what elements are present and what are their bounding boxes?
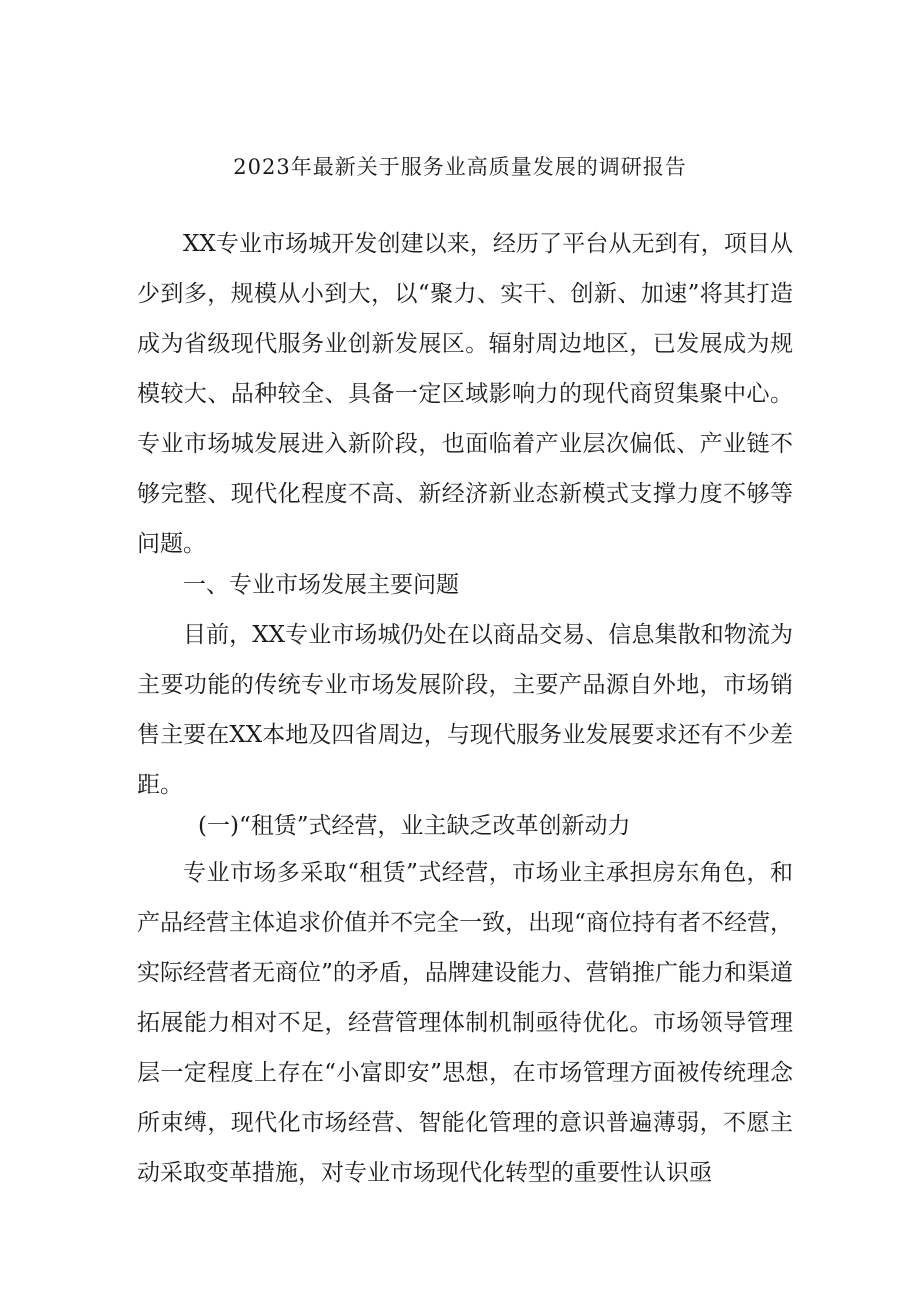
section-heading-1: 一、专业市场发展主要问题	[183, 572, 459, 598]
paragraph-leasing-model: 专业市场多采取“租赁”式经营，市场业主承担房东角色，和产品经营主体追求价值并不完全一致，出现“商位持有者不经营，实际经营者无商位”的矛盾，品牌建设能力、营销推广能力和渠道拓展能力相对不足，经营管理体制机制亟待优化。市场领导管理层一定程度上存在“小富即安”思想，在市场管理方面被传统理念所束缚，现代化市场经营、智能化管理的意识普遍薄弱，不愿主动采取变革措施，对专业市场现代化转型的重要性认识亟	[137, 860, 793, 1186]
document-title: 2023年最新关于服务业高质量发展的调研报告	[233, 155, 687, 179]
paragraph-intro: XX专业市场城开发创建以来，经历了平台从无到有，项目从少到多，规模从小到大，以“聚力、实干、创新、加速”将其打造成为省级现代服务业创新发展区。辐射周边地区，已发展成为规模较大、品种较全、具备一定区域影响力的现代商贸集聚中心。专业市场城发展进入新阶段，也面临着产业层次偏低、产业链不够完整、现代化程度不高、新经济新业态新模式支撑力度不够等问题。	[137, 231, 793, 557]
paragraph-current-status: 目前，XX专业市场城仍处在以商品交易、信息集散和物流为主要功能的传统专业市场发展阶段，主要产品源自外地，市场销售主要在XX本地及四省周边，与现代服务业发展要求还有不少差距。	[137, 622, 793, 798]
subsection-heading-1: (一)“租赁”式经营，业主缺乏改革创新动力	[198, 813, 631, 839]
